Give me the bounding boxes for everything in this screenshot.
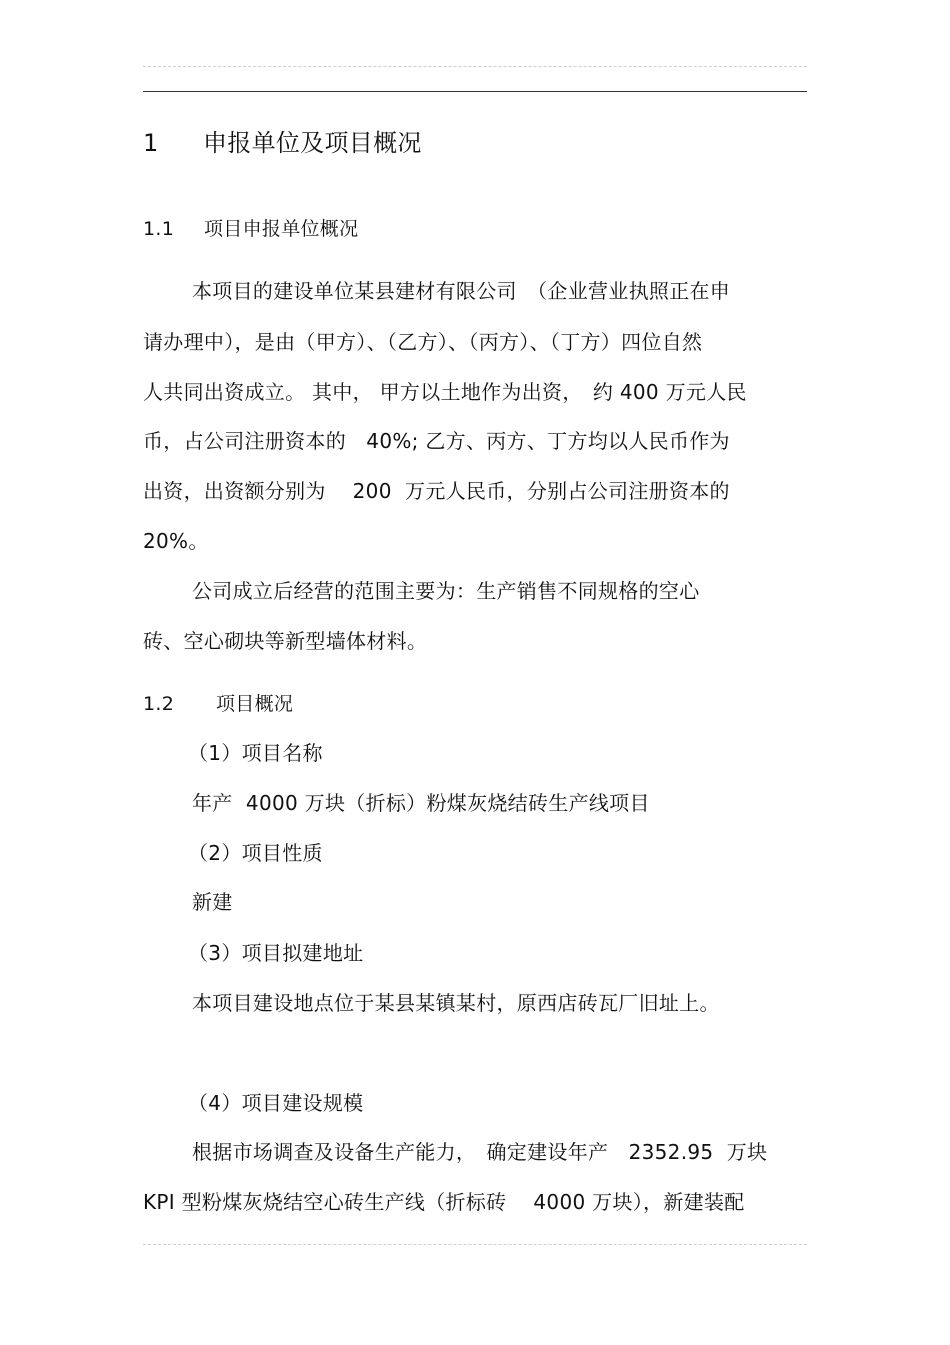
item-label: （3）项目拟建地址 [188,941,364,965]
item-value: 新建 [192,890,233,914]
item-value: 本项目建设地点位于某县某镇某村，原西店砖瓦厂旧址上。 [192,991,720,1015]
section-1-1-number: 1.1 [143,218,175,240]
paragraph-line: 币，占公司注册资本的 40%; 乙方、丙方、丁方均以人民币作为 [143,429,730,453]
paragraph-line: 本项目的建设单位某县建材有限公司 （企业营业执照正在申 [192,279,731,303]
paragraph-line: 请办理中），是由（甲方）、（乙方）、（丙方）、（丁方）四位自然 [143,330,703,354]
paragraph-line: 人共同出资成立。 其中， 甲方以土地作为出资， 约 400 万元人民 [143,380,747,404]
section-1-1-title: 项目申报单位概况 [204,218,359,240]
paragraph-line: 20%。 [143,529,209,553]
paragraph-line: 砖、空心砌块等新型墙体材料。 [143,629,428,653]
paragraph-line: KPI 型粉煤灰烧结空心砖生产线（折标砖 4000 万块），新建装配 [143,1190,745,1214]
paragraph-line: 根据市场调查及设备生产能力， 确定建设年产 2352.95 万块 [192,1140,768,1164]
heading-1-title: 申报单位及项目概况 [203,129,422,157]
heading-1-number: 1 [143,129,159,157]
header-dashed-line [143,66,807,67]
item-value: 年产 4000 万块（折标）粉煤灰烧结砖生产线项目 [192,791,650,815]
item-label: （2）项目性质 [188,841,323,865]
section-1-2-title: 项目概况 [216,693,294,715]
section-1-2-number: 1.2 [143,693,175,715]
footer-dashed-line [143,1244,807,1245]
header-rule [143,91,807,92]
item-label: （1）项目名称 [188,741,323,765]
paragraph-line: 公司成立后经营的范围主要为：生产销售不同规格的空心 [192,579,700,603]
paragraph-line: 出资，出资额分别为 200 万元人民币，分别占公司注册资本的 [143,479,730,503]
item-label: （4）项目建设规模 [188,1091,364,1115]
